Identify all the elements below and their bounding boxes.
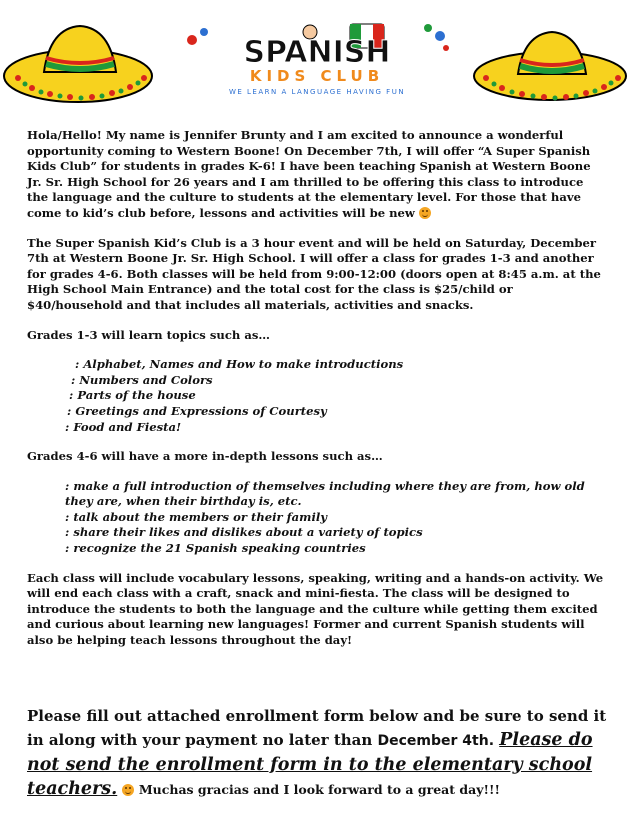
- deadline-date: December 4th.: [377, 733, 495, 749]
- sombrero-left-icon: [0, 18, 160, 108]
- grades-1-3-heading: Grades 1-3 will learn topics such as…: [27, 327, 270, 342]
- grades-4-6-topic-list: [27, 479, 607, 557]
- list-item: : Food and Fiesta!: [65, 419, 182, 434]
- intro-paragraph: [27, 128, 607, 222]
- intro-text: Hola/Hello! My name is Jennifer Brunty and I am excited to announce a wonderful opportunity coming to Western Boone! On December 7th, I will offer “A Super Spanish Kids Club” for students in grades K-6! I have been teaching Spanish at Western Boone Jr. Sr. High School for 26 years and I am thrilled to be offering this class to introduce the language and the culture to students at the elementary level. For those that have come to kid’s club before, lessons and activities will be new: [27, 128, 591, 220]
- list-item: : recognize the 21 Spanish speaking countries: [65, 541, 366, 556]
- grades-1-3-topic-list: [27, 357, 607, 435]
- logo-subtitle: KIDS CLUB: [249, 67, 385, 85]
- logo-tagline: WE LEARN A LANGUAGE HAVING FUN: [228, 88, 406, 96]
- smiley-icon: [122, 784, 134, 796]
- list-item: : Parts of the house: [69, 388, 196, 403]
- list-item: : Alphabet, Names and How to make introductions: [75, 357, 404, 372]
- reminder-text: Please fill out attached enrollment form below and be sure to send it in along with your payment no later than: [27, 707, 607, 749]
- logo-title: SPANISH: [243, 35, 391, 70]
- closing-thanks: Muchas gracias and I look forward to a great day!!!: [134, 782, 500, 797]
- spanish-kids-club-logo: [180, 18, 455, 98]
- sombrero-right-icon: [470, 28, 630, 108]
- emphasis-warning: Please do not send the enrollment form in to the elementary school teachers.: [27, 730, 593, 799]
- list-item: : Numbers and Colors: [71, 372, 213, 387]
- enrollment-reminder: [27, 704, 617, 802]
- logo-graphic: [180, 18, 455, 98]
- grades-4-6-heading: Grades 4-6 will have a more in-depth lessons such as…: [27, 449, 383, 464]
- list-item: : Greetings and Expressions of Courtesy: [67, 403, 327, 418]
- details-paragraph: The Super Spanish Kid’s Club is a 3 hour event and will be held on Saturday, December 7th at Western Boone Jr. Sr. High School. I will offer a class for grades 1-3 and another for grades 4-6. Both classes will be held from 9:00-12:00 (doors open at 8:45 a.m. at the High School Main Entrance) and the total cost for the class is $25/child or $40/household and that includes all materials, activities and snacks.: [27, 235, 601, 312]
- list-item: : talk about the members or their family: [65, 509, 327, 524]
- closing-paragraph: Each class will include vocabulary lessons, speaking, writing and a hands-on activity. We will end each class with a craft, snack and mini-fiesta. The class will be designed to introduce the students to both the language and the culture while getting them excited and curious about learning new languages! Former and current Spanish students will also be helping teach lessons throughout the day!: [27, 570, 604, 648]
- smiley-icon: [419, 207, 431, 219]
- list-item: : share their likes and dislikes about a variety of topics: [65, 525, 423, 540]
- list-item: : make a full introduction of themselves including where they are from, how old they are, when their birthday is, etc.: [65, 478, 585, 509]
- letter-body: [27, 128, 607, 649]
